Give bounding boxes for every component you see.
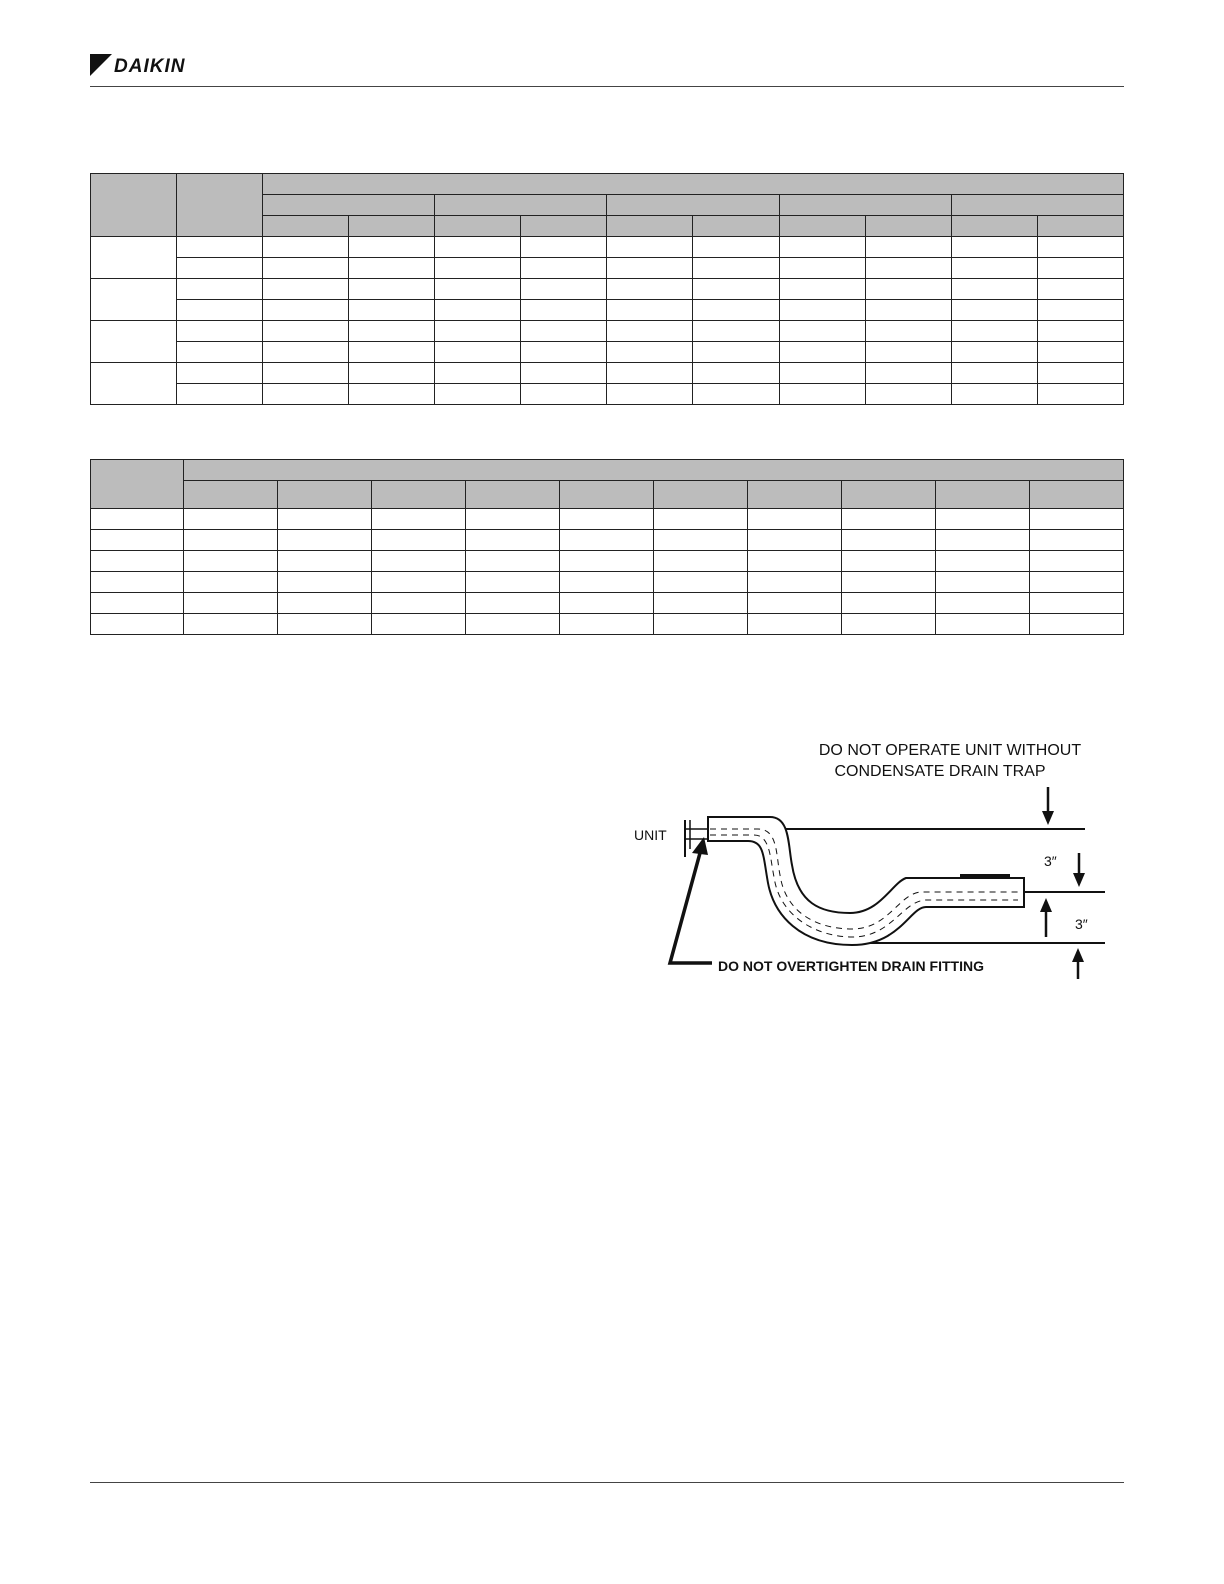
table-header-cell <box>521 216 607 237</box>
table-cell <box>466 530 560 551</box>
table-cell <box>263 258 349 279</box>
table-row <box>91 593 1124 614</box>
table-cell <box>184 551 278 572</box>
table-cell <box>466 551 560 572</box>
table-cell <box>1037 279 1123 300</box>
table-cell <box>435 300 521 321</box>
table-header-cell <box>263 195 435 216</box>
table-cell <box>435 321 521 342</box>
table-cell <box>1037 363 1123 384</box>
callout-leader <box>670 853 712 963</box>
table-cell <box>936 509 1030 530</box>
table-cell <box>435 258 521 279</box>
table-cell <box>779 237 865 258</box>
table-cell <box>263 300 349 321</box>
table-row <box>91 614 1124 635</box>
table-cell <box>936 530 1030 551</box>
table-cell <box>693 279 779 300</box>
table-cell <box>372 509 466 530</box>
table-cell <box>748 614 842 635</box>
table-header-cell <box>779 216 865 237</box>
table-row <box>91 258 1124 279</box>
brand-name: DAIKIN <box>114 56 186 77</box>
table-cell <box>951 300 1037 321</box>
table-cell <box>779 300 865 321</box>
table-cell <box>435 363 521 384</box>
table-cell <box>349 279 435 300</box>
table-cell <box>177 300 263 321</box>
table-cell <box>263 363 349 384</box>
table-cell <box>1030 593 1124 614</box>
table-cell <box>607 321 693 342</box>
table-cell <box>1037 258 1123 279</box>
table-cell <box>654 614 748 635</box>
table-header-cell <box>435 216 521 237</box>
table-cell <box>865 300 951 321</box>
table-cell <box>779 258 865 279</box>
table-cell <box>607 300 693 321</box>
arrow-up-icon <box>1072 948 1084 962</box>
table-cell <box>865 258 951 279</box>
table-cell <box>779 342 865 363</box>
table-row <box>91 363 1124 384</box>
table-cell <box>865 237 951 258</box>
table-cell <box>560 530 654 551</box>
table-cell <box>748 593 842 614</box>
table-cell <box>951 258 1037 279</box>
arrow-down-icon <box>1073 873 1085 887</box>
daikin-logo <box>90 52 220 80</box>
table-header-cell <box>91 460 184 509</box>
table-cell <box>184 530 278 551</box>
table-cell <box>693 300 779 321</box>
table-cell <box>372 530 466 551</box>
table-cell <box>521 279 607 300</box>
table-cell <box>521 363 607 384</box>
table-cell <box>865 321 951 342</box>
table-cell <box>521 237 607 258</box>
table-cell <box>951 237 1037 258</box>
table-header-cell <box>693 216 779 237</box>
table-cell <box>466 593 560 614</box>
table-cell <box>560 572 654 593</box>
table-cell <box>91 509 184 530</box>
table-cell <box>91 593 184 614</box>
table-cell <box>521 321 607 342</box>
table-cell <box>349 342 435 363</box>
table-cell <box>521 258 607 279</box>
table-cell <box>91 530 184 551</box>
table-header-row <box>91 481 1124 509</box>
condensate-drain-trap-figure <box>630 735 1130 985</box>
table-cell <box>184 572 278 593</box>
table-cell <box>951 321 1037 342</box>
table-header-cell <box>748 481 842 509</box>
table-cell <box>951 384 1037 405</box>
table-row <box>91 279 1124 300</box>
table-cell <box>693 342 779 363</box>
table-cell <box>278 551 372 572</box>
table-cell <box>1030 530 1124 551</box>
table-cell <box>263 279 349 300</box>
table-cell <box>936 614 1030 635</box>
table-cell <box>748 551 842 572</box>
table-cell <box>842 572 936 593</box>
table-cell <box>349 237 435 258</box>
daikin-logo-mark-icon <box>90 54 114 80</box>
table-header-cell <box>177 174 263 237</box>
table-header-cell <box>263 216 349 237</box>
table-cell <box>435 384 521 405</box>
table-cell <box>278 572 372 593</box>
table-cell <box>865 342 951 363</box>
table-cell <box>842 593 936 614</box>
table-cell <box>91 363 177 405</box>
table-cell <box>177 237 263 258</box>
footer-rule <box>90 1482 1124 1483</box>
table-cell <box>748 530 842 551</box>
table-cell <box>560 551 654 572</box>
table-row <box>91 384 1124 405</box>
table-cell <box>654 530 748 551</box>
table-cell <box>865 363 951 384</box>
table-cell <box>1030 614 1124 635</box>
table-cell <box>521 384 607 405</box>
table-header-cell <box>607 195 779 216</box>
table-header-cell <box>936 481 1030 509</box>
table-cell <box>1037 384 1123 405</box>
table-row <box>91 530 1124 551</box>
trap-pipe <box>708 817 1024 945</box>
arrow-up-icon <box>1040 898 1052 912</box>
table-cell <box>779 363 865 384</box>
table-cell <box>607 237 693 258</box>
table-header-cell <box>951 195 1123 216</box>
table-cell <box>263 342 349 363</box>
table-cell <box>521 342 607 363</box>
table-cell <box>177 384 263 405</box>
table-row <box>91 237 1124 258</box>
table-cell <box>435 237 521 258</box>
table-cell <box>263 321 349 342</box>
table-header-cell <box>1037 216 1123 237</box>
table-cell <box>278 593 372 614</box>
page-header <box>90 50 1124 87</box>
table-cell <box>91 321 177 363</box>
table-cell <box>91 614 184 635</box>
table-cell <box>177 321 263 342</box>
table-header-cell <box>951 216 1037 237</box>
table-cell <box>1037 321 1123 342</box>
table-cell <box>936 572 1030 593</box>
table-cell <box>1037 342 1123 363</box>
table-header-cell <box>842 481 936 509</box>
table-row <box>91 509 1124 530</box>
table-cell <box>435 279 521 300</box>
table-header-cell <box>91 174 177 237</box>
table-cell <box>607 363 693 384</box>
table-header-cell <box>184 460 1124 481</box>
table-cell <box>278 509 372 530</box>
table-cell <box>654 572 748 593</box>
table-cell <box>278 530 372 551</box>
table-header-cell <box>372 481 466 509</box>
table-cell <box>842 614 936 635</box>
table-cell <box>560 593 654 614</box>
table-cell <box>779 321 865 342</box>
table-row <box>91 342 1124 363</box>
table-header-cell <box>654 481 748 509</box>
table-header-cell <box>263 174 1124 195</box>
table-cell <box>1037 237 1123 258</box>
table-header-cell <box>349 216 435 237</box>
table-cell <box>951 363 1037 384</box>
table-cell <box>607 384 693 405</box>
table-cell <box>693 384 779 405</box>
table-cell <box>349 300 435 321</box>
table-row <box>91 551 1124 572</box>
table-cell <box>372 593 466 614</box>
table-cell <box>842 509 936 530</box>
table-row <box>91 300 1124 321</box>
table-cell <box>1030 572 1124 593</box>
arrow-down-icon <box>1042 811 1054 825</box>
table-cell <box>435 342 521 363</box>
table-cell <box>842 551 936 572</box>
table-cell <box>654 593 748 614</box>
table-cell <box>693 363 779 384</box>
table-cell <box>607 279 693 300</box>
table-cell <box>865 279 951 300</box>
table-cell <box>372 572 466 593</box>
table-cell <box>177 258 263 279</box>
table-cell <box>1030 551 1124 572</box>
table-header-row <box>91 174 1124 195</box>
table-row <box>91 321 1124 342</box>
table-cell <box>263 237 349 258</box>
table-cell <box>263 384 349 405</box>
table-cell <box>951 279 1037 300</box>
table-cell <box>779 384 865 405</box>
dimension-label-lower: 3″ <box>1075 916 1088 932</box>
table-cell <box>177 363 263 384</box>
table-header-cell <box>779 195 951 216</box>
table-header-row <box>91 460 1124 481</box>
table-cell <box>842 530 936 551</box>
table-cell <box>91 551 184 572</box>
table-header-cell <box>1030 481 1124 509</box>
table-cell <box>184 509 278 530</box>
table-cell <box>349 321 435 342</box>
table-cell <box>278 614 372 635</box>
table-cell <box>466 509 560 530</box>
table-cell <box>693 258 779 279</box>
table-cell <box>184 614 278 635</box>
table-cell <box>349 258 435 279</box>
callout-text: DO NOT OVERTIGHTEN DRAIN FITTING <box>718 958 984 974</box>
table-cell <box>607 342 693 363</box>
table-cell <box>91 572 184 593</box>
table-cell <box>349 384 435 405</box>
table-cell <box>349 363 435 384</box>
table-cell <box>1037 300 1123 321</box>
data-table-2 <box>90 459 1124 635</box>
table-cell <box>607 258 693 279</box>
table-cell <box>184 593 278 614</box>
table-cell <box>177 279 263 300</box>
table-cell <box>1030 509 1124 530</box>
table-cell <box>951 342 1037 363</box>
table-cell <box>936 593 1030 614</box>
table-header-cell <box>607 216 693 237</box>
table-header-cell <box>184 481 278 509</box>
table-cell <box>466 572 560 593</box>
table-cell <box>91 279 177 321</box>
table-cell <box>177 342 263 363</box>
table-header-cell <box>466 481 560 509</box>
table-cell <box>748 509 842 530</box>
table-cell <box>560 614 654 635</box>
figure-title-line-2: CONDENSATE DRAIN TRAP <box>834 763 1046 780</box>
table-cell <box>936 551 1030 572</box>
table-cell <box>654 509 748 530</box>
drain-trap-diagram <box>630 735 1130 985</box>
table-cell <box>693 321 779 342</box>
data-table-1 <box>90 173 1124 405</box>
unit-label: UNIT <box>634 827 667 843</box>
dimension-label-upper: 3″ <box>1044 853 1057 869</box>
table-cell <box>865 384 951 405</box>
table-row <box>91 572 1124 593</box>
table-cell <box>372 614 466 635</box>
table-header-cell <box>560 481 654 509</box>
table-cell <box>466 614 560 635</box>
table-header-cell <box>278 481 372 509</box>
table-cell <box>779 279 865 300</box>
table-cell <box>748 572 842 593</box>
table-cell <box>91 237 177 279</box>
table-cell <box>560 509 654 530</box>
table-cell <box>654 551 748 572</box>
table-cell <box>521 300 607 321</box>
table-header-cell <box>865 216 951 237</box>
figure-title-line-1: DO NOT OPERATE UNIT WITHOUT <box>818 742 1082 759</box>
table-cell <box>372 551 466 572</box>
table-header-cell <box>435 195 607 216</box>
table-cell <box>693 237 779 258</box>
